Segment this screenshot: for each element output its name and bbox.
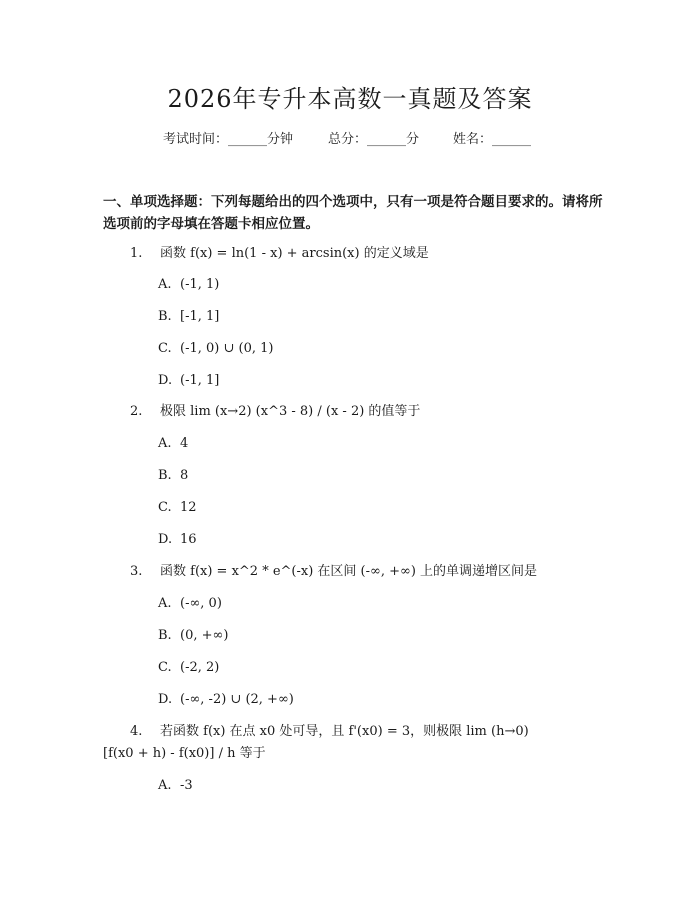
option-label: C. bbox=[158, 341, 172, 356]
question-number: 2. bbox=[130, 404, 143, 419]
section-heading: 一、单项选择题：下列每题给出的四个选项中，只有一项是符合题目要求的。请将所选项前的字母填在答题卡相应位置。 bbox=[103, 194, 603, 232]
option-2c bbox=[158, 499, 197, 517]
option-2a bbox=[158, 435, 188, 453]
option-text: [-1, 1] bbox=[180, 309, 220, 324]
option-3b bbox=[158, 627, 228, 645]
option-text: (-∞, -2) ∪ (2, +∞) bbox=[180, 692, 294, 707]
option-label: C. bbox=[158, 500, 172, 515]
option-text: 8 bbox=[180, 468, 189, 483]
option-1d bbox=[158, 372, 219, 390]
question-number: 3. bbox=[130, 564, 143, 579]
option-text: (-2, 2) bbox=[180, 660, 220, 675]
option-label: A. bbox=[158, 436, 172, 451]
question-4-continuation bbox=[103, 743, 266, 765]
total-score-field: 总分：______分 bbox=[328, 132, 420, 147]
option-2b bbox=[158, 467, 188, 485]
question-4 bbox=[130, 721, 529, 743]
option-label: C. bbox=[158, 660, 172, 675]
option-label: A. bbox=[158, 778, 172, 793]
question-3 bbox=[130, 561, 537, 583]
option-2d bbox=[158, 531, 197, 549]
option-3a bbox=[158, 595, 222, 613]
option-text: 4 bbox=[180, 436, 189, 451]
page-title: 2026年专升本高数一真题及答案 bbox=[167, 85, 533, 113]
option-label: D. bbox=[158, 692, 173, 707]
option-4a bbox=[158, 777, 193, 795]
option-1b bbox=[158, 308, 219, 326]
question-text: 函数 f(x) = ln(1 - x) + arcsin(x) 的定义域是 bbox=[160, 246, 429, 261]
option-text: (-1, 1) bbox=[180, 277, 220, 292]
option-text: -3 bbox=[180, 778, 193, 793]
option-label: B. bbox=[158, 468, 172, 483]
option-label: B. bbox=[158, 628, 172, 643]
question-text: 极限 lim (x→2) (x^3 - 8) / (x - 2) 的值等于 bbox=[160, 404, 421, 419]
option-text: 12 bbox=[180, 500, 197, 515]
option-text: (-∞, 0) bbox=[180, 596, 222, 611]
option-text: 16 bbox=[180, 532, 197, 547]
exam-time-field: 考试时间：______分钟 bbox=[163, 132, 294, 147]
name-field: 姓名：______ bbox=[453, 132, 532, 147]
option-1c bbox=[158, 340, 273, 358]
question-text: 函数 f(x) = x^2 * e^(-x) 在区间 (-∞, +∞) 上的单调递增区间是 bbox=[160, 564, 538, 579]
option-label: B. bbox=[158, 309, 172, 324]
option-text: (0, +∞) bbox=[180, 628, 229, 643]
option-3d bbox=[158, 691, 294, 709]
question-text-line1: 若函数 f(x) 在点 x0 处可导，且 f'(x0) = 3，则极限 lim (h→0) bbox=[160, 724, 529, 739]
option-text: (-1, 1] bbox=[180, 373, 220, 388]
question-number: 4. bbox=[130, 724, 143, 739]
option-label: A. bbox=[158, 596, 172, 611]
option-3c bbox=[158, 659, 219, 677]
option-label: D. bbox=[158, 373, 173, 388]
option-1a bbox=[158, 276, 219, 294]
question-1 bbox=[130, 243, 429, 265]
question-text-line2: [f(x0 + h) - f(x0)] / h 等于 bbox=[103, 746, 266, 761]
option-label: D. bbox=[158, 532, 173, 547]
option-label: A. bbox=[158, 277, 172, 292]
option-text: (-1, 0) ∪ (0, 1) bbox=[180, 341, 274, 356]
question-number: 1. bbox=[130, 246, 143, 261]
question-2 bbox=[130, 401, 420, 423]
